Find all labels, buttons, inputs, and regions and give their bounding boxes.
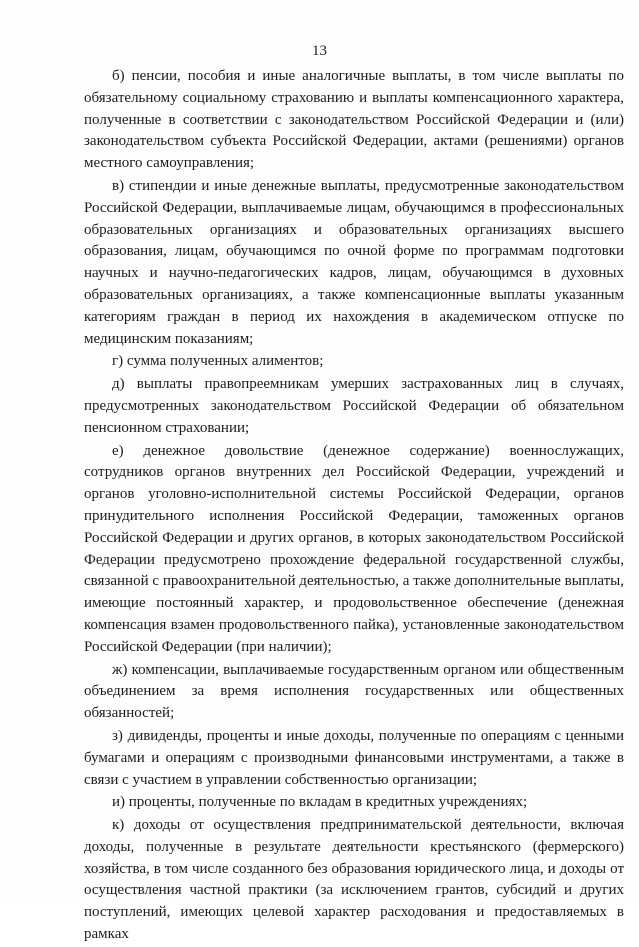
paragraph-v: в) стипендии и иные денежные выплаты, предусмотренные законодательством Российской Федерации, выплачиваемые лицам, обучающимся в профессиональных образовательных организациях и образовательных организациях высшего образования, лицам, обучающимся по очной форме по программам подготовки научных и научно-педагогических кадров, лицам, обучающимся в духовных образовательных организациях, а также компенсационные выплаты указанным категориям граждан в период их нахождения в академическом отпуске по медицинским показаниям; (84, 177, 624, 347)
paragraph-zh: ж) компенсации, выплачиваемые государственным органом или общественным объединением за время исполнения государственных или общественных обязанностей; (84, 661, 624, 722)
document-body (84, 66, 624, 947)
paragraph-b: б) пенсии, пособия и иные аналогичные выплаты, в том числе выплаты по обязательному социальному страхованию и выплаты компенсационного характера, полученные в соответствии с законодательством Российской Федерации и (или) законодательством субъекта Российской Федерации, актами (решениями) органов местного самоуправления; (84, 68, 624, 172)
page-number: 13 (312, 43, 327, 59)
paragraph-i: и) проценты, полученные по вкладам в кредитных учреждениях; (112, 794, 528, 811)
paragraph-g: г) сумма полученных алиментов; (112, 353, 324, 370)
paragraph-z: з) дивиденды, проценты и иные доходы, полученные по операциям с ценными бумагами и операциям с производными финансовыми инструментами, а также в связи с участием в управлении собственностью организации; (84, 727, 624, 788)
paragraph-d: д) выплаты правопреемникам умерших застрахованных лиц в случаях, предусмотренных законодательством Российской Федерации об обязательном пенсионном страховании; (84, 376, 624, 436)
paragraph-e: е) денежное довольствие (денежное содержание) военнослужащих, сотрудников органов внутренних дел Российской Федерации, учреждений и органов уголовно-исполнительной системы Российской Федерации, органов принудительного исполнения Российской Федерации, таможенных органов Российской Федерации и других органов, в которых законодательством Российской Федерации предусмотрено прохождение федеральной государственной службы, связанной с правоохранительной деятельностью, а также дополнительные выплаты, имеющие постоянный характер, и продовольственное обеспечение (денежная компенсация взамен продовольственного пайка), установленные законодательством Российской Федерации (при наличии); (84, 442, 624, 655)
paragraph-k: к) доходы от осуществления предпринимательской деятельности, включая доходы, полученные в результате деятельности крестьянского (фермерского) хозяйства, в том числе созданного без образования юридического лица, и доходы от осуществления частной практики (за исключением грантов, субсидий и других поступлений, имеющих целевой характер расходования и предоставляемых в рамках (84, 817, 624, 943)
